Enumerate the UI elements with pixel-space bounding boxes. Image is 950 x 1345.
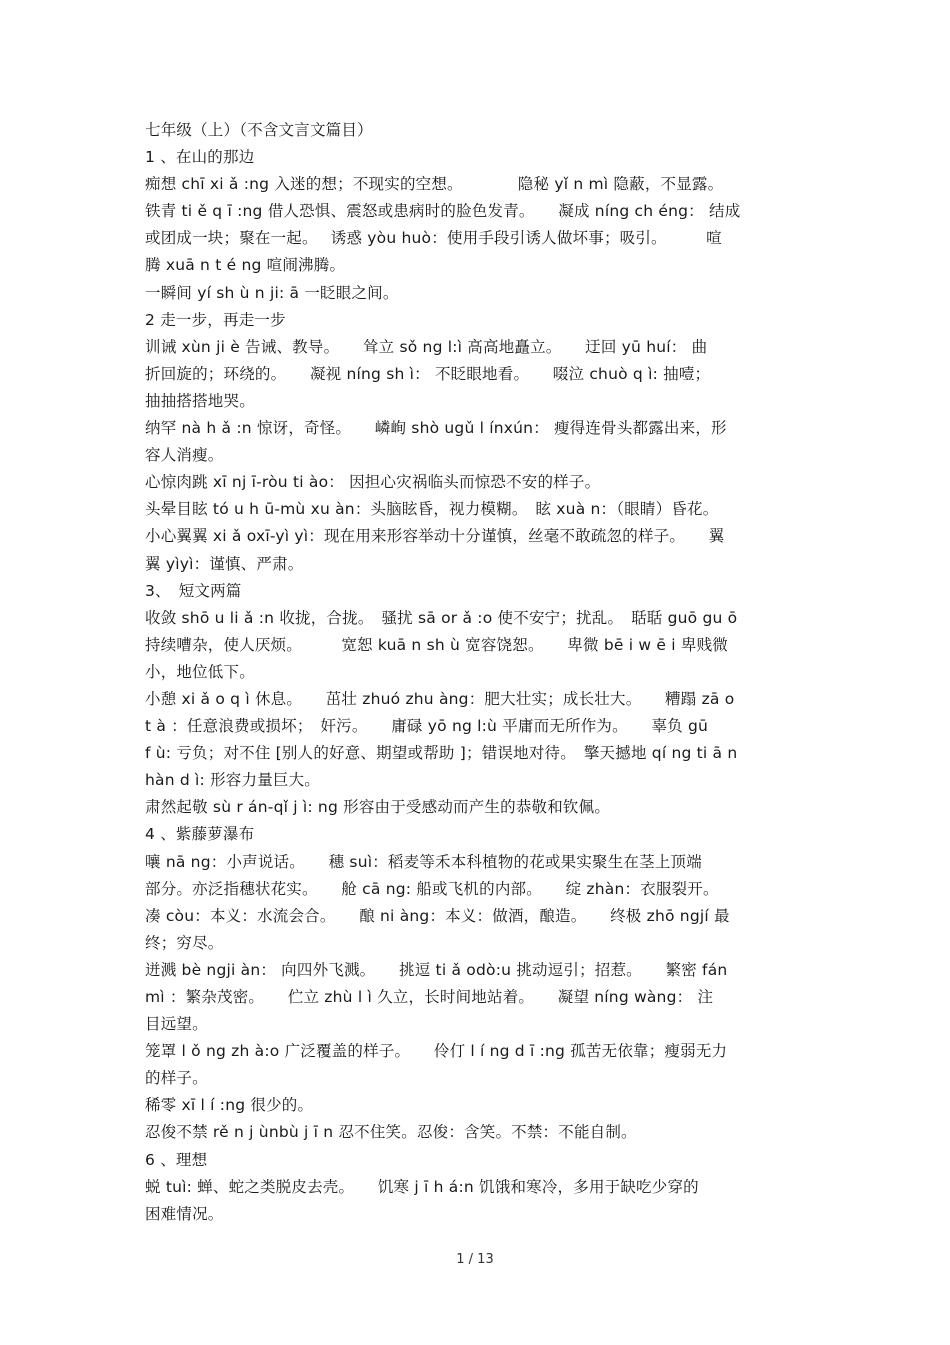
- text-line: 迸溅 bè ngji àn： 向四外飞溅。 挑逗 ti ǎ odò:u 挑动逗引；招惹。 繁密 fán: [145, 960, 728, 979]
- lesson-heading: 6 、理想: [145, 1150, 208, 1169]
- text-line: 一瞬间 yí sh ù n ji: ā 一眨眼之间。: [145, 283, 399, 302]
- text-line: 小，地位低下。: [145, 662, 255, 681]
- section-heading: 七年级（上）（不含文言文篇目）: [145, 121, 373, 139]
- text-line: 忍俊不禁 rě n j ùnbù j ī n 忍不住笑。忍俊：含笑。不禁：不能自制。: [145, 1123, 637, 1142]
- text-line: 铁青 ti ě q ī :ng 借人恐惧、震怒或患病时的脸色发青。 凝成 níng ch éng： 结成: [145, 202, 741, 221]
- text-line: 折回旋的；环绕的。 凝视 níng sh ì： 不眨眼地看。 啜泣 chuò q ì: 抽噎；: [145, 364, 711, 383]
- text-line: 或团成一块；聚在一起。 诱惑 yòu huò：使用手段引诱人做坏事；吸引。 喧: [145, 229, 722, 248]
- text-line: 抽抽搭搭地哭。: [145, 391, 255, 410]
- text-line: 训诫 xùn ji è 告诫、教导。 耸立 sǒ ng l:ì 高高地矗立。 迂回 yū huí： 曲: [145, 337, 708, 356]
- text-line: 容人消瘦。: [145, 446, 224, 465]
- text-line: 部分。亦泛指穗状花实。 舱 cā ng: 船或飞机的内部。 绽 zhàn：衣服裂开。: [145, 879, 719, 898]
- text-line: 嚷 nā ng：小声说话。 穗 suì：稻麦等禾本科植物的花或果实聚生在茎上顶端: [145, 852, 702, 871]
- lesson-heading: 2 走一步，再走一步: [145, 310, 286, 329]
- text-line: 头晕目眩 tó u h ū-mù xu àn：头脑眩昏，视力模糊。 眩 xuà n：（眼睛）昏花。: [145, 500, 719, 519]
- text-line: 的样子。: [145, 1069, 208, 1088]
- text-line: 目远望。: [145, 1015, 208, 1034]
- text-line: 稀零 xī l í :ng 很少的。: [145, 1096, 314, 1115]
- text-line: t à ：任意浪费或损坏； 奸污。 庸碌 yō ng l:ù 平庸而无所作为。 辜负 gū: [145, 717, 709, 736]
- lesson-heading: 4 、紫藤萝瀑布: [145, 825, 255, 844]
- text-line: 蜕 tuì: 蝉、蛇之类脱皮去壳。 饥寒 j ī h á:n 饥饿和寒冷，多用于缺吃少穿的: [145, 1177, 699, 1196]
- text-line: 翼 yìyì：谨慎、严肃。: [145, 554, 304, 573]
- text-line: 小憩 xi ǎ o q ì 休息。 茁壮 zhuó zhu àng：肥大壮实；成长壮大。 糟蹋 zā o: [145, 689, 735, 708]
- text-line: 肃然起敬 sù r án-qǐ j ì: ng 形容由于受感动而产生的恭敬和钦佩。: [145, 798, 611, 817]
- lesson-heading: 3、 短文两篇: [145, 581, 242, 600]
- text-line: 心惊肉跳 xī nj ī-ròu ti ào： 因担心灾祸临头而惊恐不安的样子。: [145, 473, 601, 492]
- text-line: f ù: 亏负；对不住 [别人的好意、期望或帮助 ]；错误地对待。 擎天撼地 qí ng ti ā n: [145, 744, 738, 763]
- text-line: 终；穷尽。: [145, 933, 224, 952]
- text-line: mì ：繁杂茂密。 伫立 zhù l ì 久立，长时间地站着。 凝望 níng wàng： 注: [145, 988, 714, 1006]
- text-line: 收敛 shō u li ǎ :n 收拢，合拢。 骚扰 sā or ǎ :o 使不安宁；扰乱。 聒聒 guō gu ō: [145, 608, 738, 627]
- text-line: hàn d ì: 形容力量巨大。: [145, 771, 320, 790]
- text-line: 笼罩 l ǒ ng zh à:o 广泛覆盖的样子。 伶仃 l í ng d ī :ng 孤苦无依靠；瘦弱无力: [145, 1042, 728, 1061]
- text-line: 腾 xuā n t é ng 喧闹沸腾。: [145, 256, 346, 275]
- text-line: 小心翼翼 xi ǎ oxī-yì yì：现在用来形容举动十分谨慎，丝毫不敢疏忽的样子。 翼: [145, 527, 725, 546]
- page-number: 1 / 13: [456, 1252, 494, 1267]
- text-line: 纳罕 nà h ǎ :n 惊讶，奇怪。 嶙峋 shò ugǔ l ínxún： 瘦得连骨头都露出来，形: [145, 419, 727, 438]
- text-line: 凑 còu：本义：水流会合。 酿 ni àng：本义：做酒，酿造。 终极 zhō ngjí 最: [145, 906, 730, 925]
- text-line: 痴想 chī xi ǎ :ng 入迷的想；不现实的空想。 隐秘 yǐ n mì 隐蔽，不显露。: [145, 175, 724, 194]
- lesson-heading: 1 、在山的那边: [145, 148, 255, 167]
- text-line: 持续嘈杂，使人厌烦。 宽恕 kuā n sh ù 宽容饶恕。 卑微 bē i w ē i 卑贱微: [145, 635, 728, 654]
- vocabulary-text: [145, 117, 810, 1228]
- text-line: 困难情况。: [145, 1204, 224, 1223]
